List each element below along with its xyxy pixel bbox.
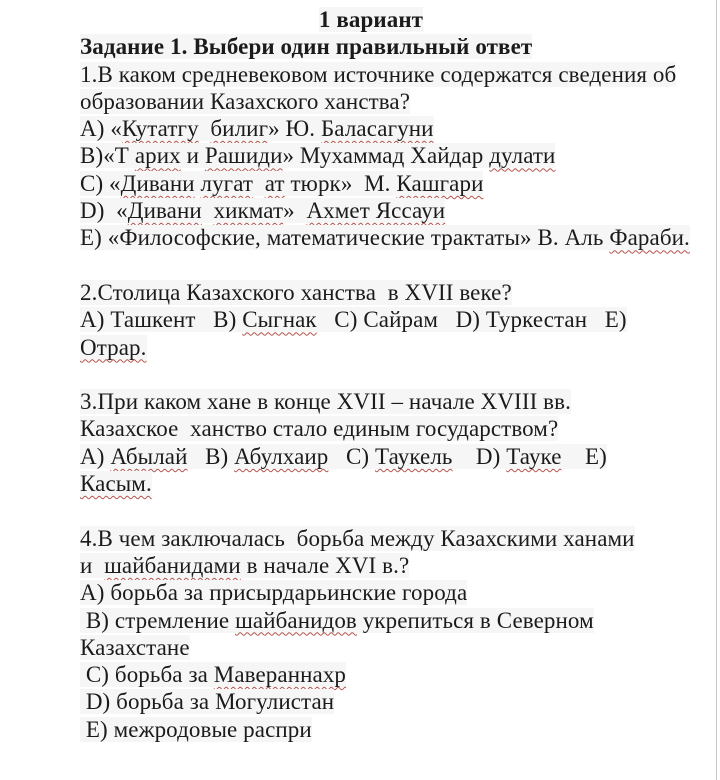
text-segment: В) [187,443,235,469]
misspelled-word: Кутатгу [121,116,199,142]
misspelled-word: Касым. [80,471,152,497]
misspelled-word: Кашгари [396,170,484,196]
text-segment: Задание 1. Выбери один правильный ответ [80,34,533,60]
q4-option-e [80,716,720,743]
misspelled-word: хикмат [213,198,284,224]
q4-option-b-line2 [80,634,720,661]
misspelled-word: Тауке [506,443,562,469]
text-segment: В) стремление [80,607,236,633]
misspelled-word: дулати [489,143,556,169]
text-line-content [80,717,312,742]
text-line-content [80,416,558,441]
misspelled-word: Дивани [127,198,202,224]
text-segment: D) [452,443,507,469]
text-line-content [80,225,690,250]
text-segment: С) [328,443,375,469]
text-segment: С) борьба за [80,662,214,688]
text-segment: 3.При каком хане в конце XVII – начале XVIII вв. [80,389,571,415]
text-line-content [319,7,423,32]
text-segment: Е) [561,443,607,469]
spacer [80,252,720,279]
text-segment: 2.Столица Казахского ханства в XVII веке? [80,279,512,305]
misspelled-word: ат [264,170,285,196]
q4-option-b-line1 [80,607,720,634]
q3-options-line1 [80,443,720,470]
text-line-content [80,307,627,332]
task-heading [80,33,720,60]
text-line-content [80,471,152,496]
variant-title [11,6,720,33]
text-segment: А) Ташкент В) [80,307,243,333]
misspelled-word: Отрар. [80,334,147,360]
text-segment: и [80,552,105,578]
misspelled-word: лугат [200,170,254,196]
text-segment: Е) «Философские, математические трактаты» В. Аль [80,225,610,251]
misspelled-word: Баласагуни [321,116,434,142]
text-segment [253,171,265,196]
spacer [80,361,720,388]
text-line-content [80,34,532,59]
text-line-content [80,608,594,633]
text-segment: » Ю. [268,116,321,142]
text-segment: D) борьба за Могулистан [80,689,335,715]
text-segment: » Мухаммад Хайдар [282,143,490,169]
text-line-content [80,62,676,87]
q1-text-line1 [80,61,720,88]
q3-options-line2 [80,470,720,497]
q4-option-a [80,579,720,606]
q4-text-line1 [80,525,720,552]
misspelled-word: Абылай [110,443,188,469]
spacer [80,497,720,524]
misspelled-word: Дивани [120,170,195,196]
text-segment: укрепиться в Северном [356,607,594,633]
misspelled-word: Фараби. [609,225,690,251]
text-line-content [80,171,483,196]
misspelled-word: Абулхаир [234,443,329,469]
page-edge-divider [716,0,717,780]
text-segment: и [180,143,205,169]
text-line-content [80,335,147,360]
text-segment: 1 вариант [318,7,424,32]
q3-text-line2 [80,415,720,442]
text-line-content [80,635,190,660]
text-segment: Е) межродовые распри [80,716,312,742]
text-line-content [80,689,334,714]
text-line-content [80,526,635,551]
text-segment: А) борьба за присырдарьинские города [80,580,468,606]
text-segment [199,116,211,141]
q1-text-line2 [80,88,720,115]
misspelled-word: арих [134,143,181,169]
misspelled-word: Сыгнак [242,307,317,333]
text-segment: Казахское ханство стало единым государством? [80,416,559,442]
q4-text-line2 [80,552,720,579]
misspelled-word: билиг [210,116,269,142]
text-segment: Казахстане [80,634,190,660]
text-line-content [80,389,571,414]
text-segment: С) Сайрам D) Туркестан Е) [316,307,627,333]
text-line-content [80,662,346,687]
text-line-content [80,116,434,141]
q4-option-c [80,661,720,688]
text-line-content [80,280,512,305]
text-segment: в начале XVI в.? [240,552,410,578]
q1-option-c [80,170,720,197]
text-line-content [80,444,607,469]
misspelled-word: Ахмет Яссауи [306,198,446,224]
text-segment: 1.В каком средневековом источнике содержатся сведения об [80,61,677,87]
q1-option-b [80,142,720,169]
text-segment: тюрк» М. [284,170,397,196]
text-line-content [80,553,409,578]
text-line-content [80,580,467,605]
text-line-content [80,143,555,168]
text-line-content [80,198,445,223]
misspelled-word: шайбанидов [235,607,357,633]
misspelled-word: Мавераннахр [213,662,347,688]
q1-option-d [80,197,720,224]
q2-options-line2 [80,334,720,361]
q1-option-a [80,115,720,142]
misspelled-word: Таукель [375,443,453,469]
document-page [80,6,720,743]
text-segment: D) « [80,198,128,224]
text-segment: 4.В чем заключалась борьба между Казахскими ханами [80,525,635,551]
q1-option-e [80,224,720,251]
text-segment: А) [80,443,111,469]
q2-text [80,279,720,306]
q2-options-line1 [80,306,720,333]
text-segment: В)«Т [80,143,135,169]
q4-option-d [80,688,720,715]
text-segment [202,198,214,223]
text-segment: образовании Казахского ханства? [80,88,411,114]
text-segment: » [283,198,307,224]
misspelled-word: Рашиди [204,143,283,169]
text-line-content [80,89,410,114]
text-segment: С) « [80,170,121,196]
q3-text-line1 [80,388,720,415]
misspelled-word: шайбанидами [104,552,241,578]
text-segment: А) « [80,116,122,142]
